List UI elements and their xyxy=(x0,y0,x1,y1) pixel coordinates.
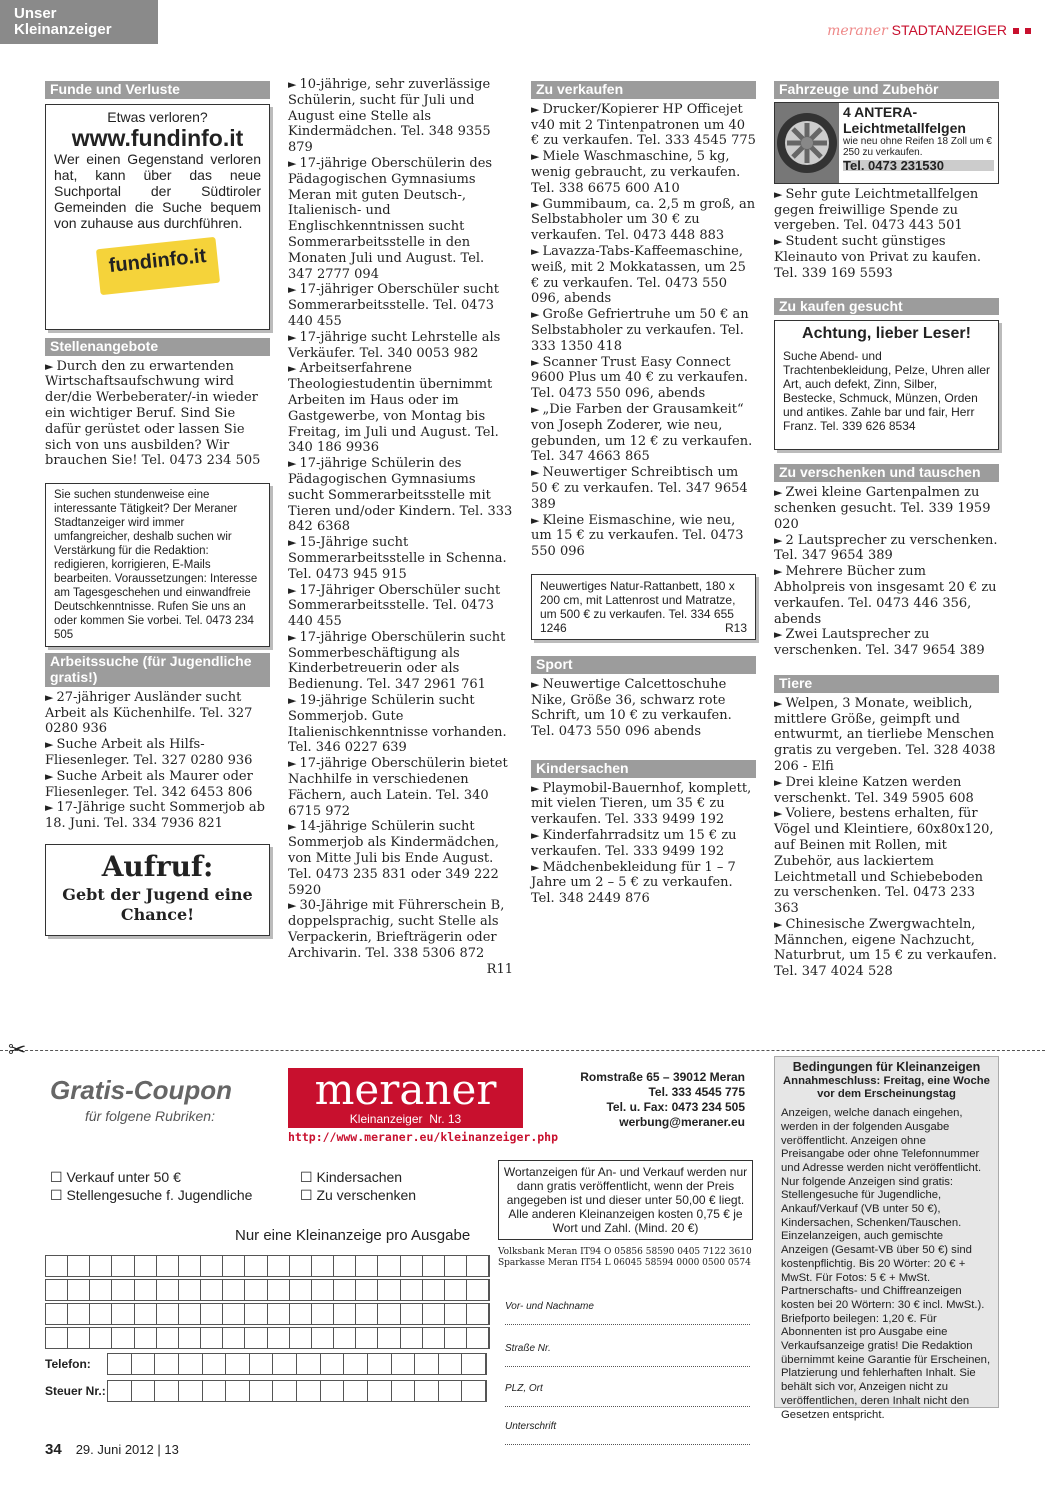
checkbox-group-2[interactable]: ☐ Kindersachen ☐ Zu verschenken xyxy=(300,1169,417,1203)
ad-item: ► 2 Lautsprecher zu verschenken. Tel. 347 9654 389 xyxy=(774,532,998,564)
column-3 xyxy=(531,77,756,907)
text-grid[interactable] xyxy=(45,1255,490,1351)
bank-info: Volksbank Meran IT94 O 05856 58590 0405 7122 3610 Sparkasse Meran IT54 L 06045 58594 0000 0500 0574 xyxy=(498,1247,752,1268)
ad-item: ► Welpen, 3 Monate, weiblich, mittlere Größe, geimpft und entwurmt, an tierliebe Menschen gratis zu vergeben. Tel. 328 4038 206 - Elfi xyxy=(774,695,996,774)
ad-item: ► Durch den zu erwartenden Wirtschaftsaufschwung wird der/die Werbeberater/-in wieder ein wichtiger Beruf. Sind Sie dafür gerüstet oder lassen Sie sich von uns ausbilden? Wir brauchen Sie! Tel. 0473 234 505 xyxy=(45,358,261,469)
price-info: Wortanzeigen für An- und Verkauf werden nur dann gratis veröffentlicht, wenn der Preis angegeben ist und dieser unter 50,00 € liegt. Alle anderen Kleinanzeigen kosten 0,75 € je Wort und Zahl. (Mind. 20 €) xyxy=(498,1160,753,1240)
attention-title: Achtung, lieber Leser! xyxy=(802,325,971,343)
ad-item: ► 17-jährige Oberschülerin des Pädagogischen Gymnasiums Meran mit guten Deutsch-, Italienisch- und Englischkenntnissen sucht Sommerarbeitsstelle in den Monaten Juli und August. Tel. 347 2777 094 xyxy=(288,155,493,282)
ad-item: ► 15-Jährige sucht Sommerarbeitsstelle in Schenna. Tel. 0473 945 915 xyxy=(288,535,507,582)
ad-item: ► 10-jährige, sehr zuverlässige Schülerin, sucht für Juli und August eine Stelle als Kindermädchen. Tel. 348 9355 879 xyxy=(288,77,491,156)
ad-item: ► Playmobil-Bauernhof, komplett, mit vielen Tieren, um 35 € zu verkaufen. Tel. 333 9499 192 xyxy=(531,780,752,828)
ref-code: R11 xyxy=(486,961,513,977)
conditions-text: Anzeigen, welche danach eingehen, werden in der folgenden Ausgabe veröffentlicht. Anzeigen ohne Preisangabe oder ohne Telefonnummer und Adresse werden nicht veröffentlicht. Nur folgende Anzeigen sind gratis: Stellengesuche für Jugendliche, Ankauf/Verkauf (VB unter 50 €), Kindersachen, Schenken/Tauschen. Einzelanzeigen, auch gemischte Anzeigen (Gesamt-VB über 50 €) sind kostenpflichtig. Bis 20 Wörter: 20 € + MwSt. Für Fotos: 5 € + MwSt. Partnerschafts- und Chiffreanzeigen kosten bei 20 Wörtern: 30 € incl. MwSt.). Briefporto beilegen: 1,20 €. Für Abonnenten ist pro Ausgabe eine Verkaufsanzeige gratis! Die Redaktion übernimmt keine Garantie für Erscheinen, Platzierung und fehlerhaften Inhalt. Sie behält sich vor, Anzeigen nicht zu veröffentlichen, deren Inhalt nicht den Gesetzen entspricht. xyxy=(781,1107,991,1421)
felg-desc: wie neu ohne Reifen 18 Zoll um € 250 zu verkaufen. xyxy=(843,135,992,158)
coupon-title: Gratis-Coupon xyxy=(50,1075,232,1105)
heading-zu-verkaufen: Zu verkaufen xyxy=(531,81,756,99)
ad-item: ► 17-jährige sucht Lehrstelle als Verkäufer. Tel. 340 0053 982 xyxy=(288,329,501,361)
section-tab: Unser Kleinanzeiger xyxy=(0,0,158,44)
conditions-box xyxy=(774,1056,999,1421)
ad-item: ► Sehr gute Leichtmetallfelgen gegen freiwillige Spende zu vergeben. Tel. 0473 443 501 xyxy=(774,186,979,234)
column-4 xyxy=(774,77,999,980)
coupon-url[interactable]: http://www.meraner.eu/kleinanzeiger.php xyxy=(288,1130,559,1144)
coupon-address: Romstraße 65 – 39012 Meran Tel. 333 4545 775 Tel. u. Fax: 0473 234 505 werbung@meraner.eu xyxy=(580,1070,745,1129)
ad-item: ► 17-Jähriger Oberschüler sucht Sommerarbeitsstelle. Tel. 0473 440 455 xyxy=(288,582,501,630)
ad-item: ► Zwei kleine Gartenpalmen zu schenken gesucht. Tel. 339 1959 020 xyxy=(774,485,991,532)
fundinfo-box xyxy=(45,104,270,330)
attention-box xyxy=(774,320,999,450)
ad-item: ► Scanner Trust Easy Connect 9600 Plus um 40 € zu verkaufen. Tel. 0473 550 096, abends xyxy=(531,354,748,402)
ad-item: ► Lavazza-Tabs-Kaffeemaschine, weiß, mit 2 Mokkatassen, um 25 € zu verkaufen. Tel. 0473 550 096, abends xyxy=(531,243,746,307)
ad-item: ► 17-jährige Oberschülerin bietet Nachhilfe in verschiedenen Fächern, auch Latein. Tel. 340 6715 972 xyxy=(288,756,508,819)
telefon-row[interactable]: Telefon: xyxy=(45,1353,487,1375)
coupon-note: Nur eine Kleinanzeige pro Ausgabe xyxy=(235,1227,471,1244)
wheel-image xyxy=(775,103,839,183)
heading-stellenangebote: Stellenangebote xyxy=(45,338,270,356)
ad-item: ► Voliere, bestens erhalten, für Vögel und Kleintiere, 60x80x120, auf Beinen mit Rollen, mit Zubehör, aus lackiertem Leichtmetall und Schiebeboden zu verschenken. Tel. 0473 233 363 xyxy=(774,806,994,917)
heading-zu-kaufen-gesucht: Zu kaufen gesucht xyxy=(774,298,999,316)
fund-title: Etwas verloren? xyxy=(107,108,208,125)
heading-kindersachen: Kindersachen xyxy=(531,760,756,778)
felg-title: 4 ANTERA- xyxy=(843,103,918,120)
ad-item: ► Kinderfahrradsitz um 15 € zu verkaufen. Tel. 333 9499 192 xyxy=(531,828,737,859)
ad-item: ► Miele Waschmaschine, 5 kg, wenig gebraucht, zu verkaufen. Tel. 338 6675 600 A10 xyxy=(531,149,741,196)
ad-item: ► Mädchenbekleidung für 1 – 7 Jahre um 2 – 5 € zu verkaufen. Tel. 348 2449 876 xyxy=(531,859,736,907)
aufruf-box xyxy=(45,844,270,936)
name-field[interactable]: Vor- und Nachname xyxy=(505,1301,750,1325)
checkbox-group-1[interactable]: ☐ Verkauf unter 50 € ☐ Stellengesuche f. Jugendliche xyxy=(50,1169,253,1203)
felgen-ad xyxy=(774,102,999,184)
felg-subtitle: Leichtmetallfelgen xyxy=(843,119,966,136)
steuer-row[interactable]: Steuer Nr.: xyxy=(45,1380,487,1402)
cut-line xyxy=(0,1050,1045,1051)
fundinfo-logo: fundinfo.it xyxy=(95,237,219,295)
staff-box: Sie suchen stundenweise eine interessante Tätigkeit? Der Meraner Stadtanzeiger wird immer umfangreicher, deshalb suchen wir Verstärkung für die Redaktion: redigieren, korrigieren, E-Mails bearbeiten. Voraussetzungen: Interesse am Tagesgeschehen und einwandfreie Deutschkenntnisse. Rufen Sie uns an oder kommen Sie vorbei. Tel. 0473 234 505 xyxy=(45,483,270,647)
ad-item: ► Suche Arbeit als Maurer oder Fliesenleger. Tel. 342 6453 806 xyxy=(45,768,253,800)
heading-tiere: Tiere xyxy=(774,675,999,693)
street-field[interactable]: Straße Nr. xyxy=(505,1343,750,1367)
heading-arbeitssuche: Arbeitssuche (für Jugendliche gratis!) xyxy=(45,653,270,687)
scissors-icon: ✂ xyxy=(8,1038,27,1063)
ad-item: ► Arbeitserfahrene Theologiestudentin übernimmt Arbeiten im Haus oder im Gastgewerbe, von Montag bis Freitag, im Juli und August. Tel. 340 186 9936 xyxy=(288,361,499,456)
ad-item: ► Neuwertiger Schreibtisch um 50 € zu verkaufen. Tel. 347 9654 389 xyxy=(531,465,748,512)
heading-verschenken: Zu verschenken und tauschen xyxy=(774,464,999,482)
ad-item: ► Große Gefriertruhe um 50 € an Selbstabholer zu verkaufen. Tel. 333 1350 418 xyxy=(531,307,749,354)
ad-item: ► Drei kleine Katzen werden verschenkt. Tel. 349 5905 608 xyxy=(774,774,974,806)
ad-item: ► 14-jährige Schülerin sucht Sommerjob als Kindermädchen, von Mitte Juli bis Ende August. Tel. 0473 235 831 oder 349 222 5920 xyxy=(288,819,500,898)
ad-item: ► Suche Arbeit als Hilfs-Fliesenleger. Tel. 327 0280 936 xyxy=(45,737,253,768)
ad-item: ► 27-jähriger Ausländer sucht Arbeit als Küchenhilfe. Tel. 327 0280 936 xyxy=(45,689,253,737)
ad-item: ► Kleine Eismaschine, wie neu, um 15 € zu verkaufen. Tel. 0473 550 096 xyxy=(531,512,744,560)
ad-item: ► Zwei Lautsprecher zu verschenken. Tel. 347 9654 389 xyxy=(774,627,985,659)
brand-header: meraner STADTANZEIGER xyxy=(827,22,1031,39)
ad-item: ► Gummibaum, ca. 2,5 m groß, an Selbstabholer um 30 € zu verkaufen. Tel. 0473 448 883 xyxy=(531,196,756,244)
column-2 xyxy=(288,77,513,977)
city-field[interactable]: PLZ, Ort xyxy=(505,1383,750,1407)
fund-url[interactable]: www.fundinfo.it xyxy=(71,124,244,151)
rattanbett-box: Neuwertiges Natur-Rattanbett, 180 x 200 cm, mit Lattenrost und Matratze, um 500 € zu verkaufen. Tel. 334 655 1246 R13 xyxy=(531,574,756,640)
ad-item: ► „Die Farben der Grausamkeit“ von Joseph Zoderer, wie neu, gebunden, um 12 € zu verkaufen. Tel. 347 4663 865 xyxy=(531,401,753,465)
heading-funde: Funde und Verluste xyxy=(45,81,270,99)
conditions-deadline: Annahmeschluss: Freitag, eine Woche vor dem Erscheinungstag xyxy=(783,1074,990,1101)
aufruf-title: Aufruf: xyxy=(101,849,214,883)
page-footer: 34 29. Juni 2012 | 13 xyxy=(45,1441,179,1458)
heading-fahrzeuge: Fahrzeuge und Zubehör xyxy=(774,81,999,99)
ad-item: ► Mehrere Bücher zum Abholpreis von insgesamt 20 € zu verkaufen. Tel. 0473 446 356, abends xyxy=(774,564,997,627)
meraner-logo: meraner Kleinanzeiger Nr. 13 xyxy=(288,1068,523,1128)
ad-item: ► Drucker/Kopierer HP Officejet v40 mit 2 Tintenpatronen um 40 € zu verkaufen. Tel. 333 4545 775 xyxy=(531,101,756,149)
ad-item: ► 17-Jährige sucht Sommerjob ab 18. Juni. Tel. 334 7936 821 xyxy=(45,800,265,832)
fund-text: Wer einen Gegenstand verloren hat, kann über das neue Suchportal der Südtiroler Gemeinden die Suche bequem von zuhause aus durchführen. xyxy=(54,150,261,231)
ad-item: ► Student sucht günstiges Kleinauto von Privat zu kaufen. Tel. 339 169 5593 xyxy=(774,234,982,281)
aufruf-text: Gebt der Jugend eine Chance! xyxy=(62,884,253,924)
ad-item: ► 17-jähriger Oberschüler sucht Sommerarbeitsstelle. Tel. 0473 440 455 xyxy=(288,282,499,329)
gratis-coupon xyxy=(45,1065,755,1460)
ad-item: ► 19-jährige Schülerin sucht Sommerjob. Gute Italienischkenntnisse vorhanden. Tel. 346 0227 639 xyxy=(288,693,507,756)
signature-field[interactable]: Unterschrift xyxy=(505,1421,750,1445)
coupon-subtitle: für folgene Rubriken: xyxy=(85,1108,215,1124)
ad-item: ► 17-jährige Oberschülerin sucht Sommerbeschäftigung als Kinderbetreuerin oder als Bedienung. Tel. 347 2961 761 xyxy=(288,629,506,693)
ad-item: ► 30-Jährige mit Führerschein B, doppelsprachig, sucht Stelle als Verpackerin, Briefträgerin oder Archivarin. Tel. 338 5306 872 xyxy=(288,898,505,961)
felg-tel: Tel. 0473 231530 xyxy=(843,160,994,171)
ad-item: ► Neuwertige Calcettoschuhe Nike, Größe 36, schwarz rote Schrift, um 10 € zu verkaufen. Tel. 0473 550 096 abends xyxy=(531,676,732,740)
ad-item: ► 17-jährige Schülerin des Pädagogischen Gymnasiums sucht Sommerarbeitsstelle mit Tieren und/oder Kindern. Tel. 333 842 6368 xyxy=(288,456,513,535)
conditions-title: Bedingungen für Kleinanzeigen xyxy=(792,1060,981,1074)
attention-text: Suche Abend- und Trachtenbekleidung, Pelze, Uhren aller Art, auch defekt, Zinn, Silber, Bestecke, Schmuck, Münzen, Orden und antikes. Zahle bar und fair, Herr Franz. Tel. 339 626 8534 xyxy=(783,349,991,434)
ad-item: ► Chinesische Zwergwachteln, Männchen, eigene Nachzucht, Naturbrut, um 15 € zu verkaufen. Tel. 347 4024 528 xyxy=(774,916,997,980)
heading-sport: Sport xyxy=(531,656,756,674)
column-1 xyxy=(45,77,270,948)
